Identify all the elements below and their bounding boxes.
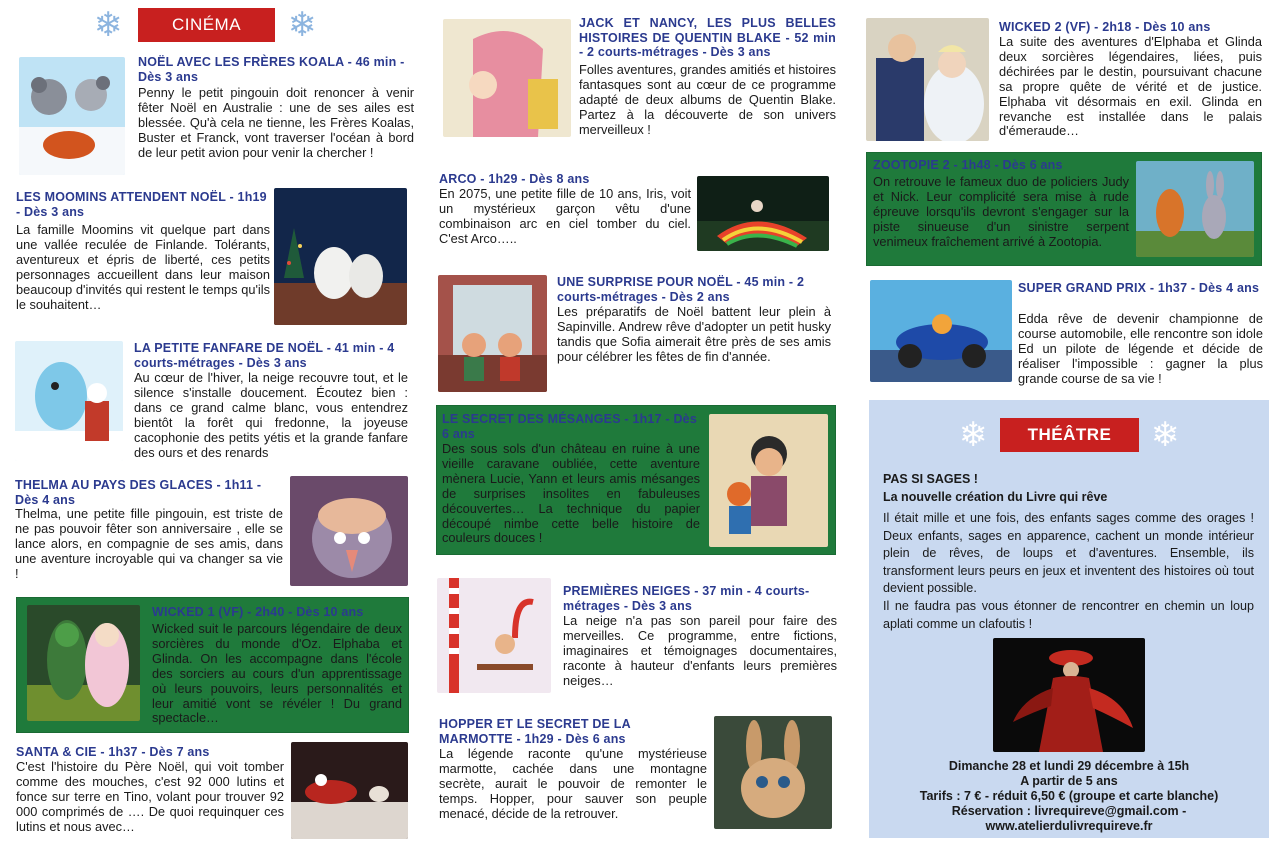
film-description: Folles aventures, grandes amitiés et histoires fantasques sont au cœur de ce programme adapté de deux albums de Quentin Blake. Partez à la découverte de son univers merveilleux ! — [579, 62, 836, 137]
film-description: Les préparatifs de Noël battent leur plein à Sapinville. Andrew rêve d'adopter un petit husky tandis que Sofia aimerait être près de ses amis pour célébrer les fêtes de fin d'année. — [557, 304, 831, 364]
snowflake-icon: ❄ — [287, 5, 317, 45]
film-title: HOPPER ET LE SECRET DE LA MARMOTTE - 1h29 - Dès 6 ans — [439, 717, 631, 746]
fanfare-film-poster — [15, 341, 123, 461]
film-description: Des sous sols d'un château en ruine à une vieille caravane oubliée, cette aventure mènera Lucie, Yann et leurs amis mésanges de surprises insolites en fabuleuses découvertes… La technique du papier découpé nimbe cette belle histoire de couleurs douces ! — [442, 441, 700, 546]
film-title: SANTA & CIE - 1h37 - Dès 7 ans — [16, 745, 210, 759]
film-description: La légende raconte qu'une mystérieuse marmotte, cachée dans une montagne secrète, aurait le pouvoir de remonter le temps. Hopper, pour sauver son peuple menacé, décide de la retrouver. — [439, 746, 707, 821]
cinema-header: CINÉMA — [138, 8, 275, 42]
theatre-dates: Dimanche 28 et lundi 29 décembre à 15h — [948, 759, 1190, 773]
santa-film-poster — [291, 742, 408, 839]
film-title: NOËL AVEC LES FRÈRES KOALA - 46 min - Dès 3 ans — [138, 55, 405, 84]
mesanges-film-poster — [709, 414, 828, 547]
wicked1-film-poster — [27, 605, 140, 721]
film-description: Penny le petit pingouin doit renoncer à venir fêter Noël en Australie : une de ses ailes est blessée. Qu'à cela ne tienne, les Frères Koalas, Buster et Franck, vont traverser l'océan à bord de leur petit avion pour venir la chercher ! — [138, 85, 414, 160]
film-description: Au cœur de l'hiver, la neige recouvre tout, et le silence s'installe doucement. Écoutez bien : dans ce grand calme blanc, vous entendrez bientôt la forêt qui fredonne, la joyeuse cacophonie des petits yétis et la grande fanfare des ours et des renards — [134, 370, 408, 460]
prix-film-poster — [870, 280, 1012, 382]
snowflake-icon: ❄ — [1150, 415, 1180, 455]
film-title: WICKED 2 (VF) - 2h18 - Dès 10 ans — [999, 20, 1211, 34]
koala-film-poster — [19, 57, 125, 175]
theatre-age: A partir de 5 ans — [1020, 774, 1118, 788]
film-title: LE SECRET DES MÉSANGES - 1h17 - Dès 6 ans — [442, 412, 697, 441]
film-title: LA PETITE FANFARE DE NOËL - 41 min - 4 courts-métrages - Dès 3 ans — [134, 341, 395, 370]
film-description: La suite des aventures d'Elphaba et Glinda deux sorcières légendaires, liées, puis déchirées par le destin, poursuivant chacune sa propre quête de vérité et de justice. Elphaba vit désormais en exil. Glinda en revanche est installée dans le palais d'émeraude… — [999, 34, 1262, 139]
snowflake-icon: ❄ — [93, 5, 123, 45]
film-title: ZOOTOPIE 2 - 1h48 - Dès 6 ans — [873, 158, 1063, 172]
surprise-film-poster — [438, 275, 547, 392]
neiges-film-poster — [437, 578, 551, 693]
theatre-description-2: Il ne faudra pas vous étonner de rencontrer en chemin un loup aplati comme un clafoutis ! — [883, 599, 1254, 631]
film-title: LES MOOMINS ATTENDENT NOËL - 1h19 - Dès 3 ans — [16, 190, 267, 219]
theatre-tarifs: Tarifs : 7 € - réduit 6,50 € (groupe et carte blanche) — [919, 789, 1219, 803]
film-title: WICKED 1 (VF) - 2h40 - Dès 10 ans — [152, 605, 364, 619]
hopper-film-poster — [714, 716, 832, 829]
film-title: SUPER GRAND PRIX - 1h37 - Dès 4 ans — [1018, 281, 1260, 295]
thelma-film-poster — [290, 476, 408, 586]
theatre-show-title: PAS SI SAGES ! — [883, 472, 978, 486]
film-description: La famille Moomins vit quelque part dans une vallée reculée de Finlande. Tolérants, aventureux et épris de liberté, ces petits personnages accueillent dans leur maison beaucoup d'invités qui restent le temps qu'ils le souhaitent… — [16, 222, 270, 312]
film-description: On retrouve le fameux duo de policiers Judy et Nick. Leur complicité sera mise à rude épreuve lorsqu'ils devront s'engager sur la piste sinueuse d'un sinistre serpent venimeux fraîchement arrivé à Zootopia. — [873, 174, 1129, 249]
film-title: THELMA AU PAYS DES GLACES - 1h11 - Dès 4 ans — [15, 478, 262, 507]
film-description: La neige n'a pas son pareil pour faire des merveilles. Ce programme, entre fictions, imaginaires et témoignages documentaires, raconte à hauteur d'enfants leurs premières neiges… — [563, 613, 837, 688]
film-title: ARCO - 1h29 - Dès 8 ans — [439, 172, 590, 186]
moomins-film-poster — [274, 188, 407, 325]
theatre-website-link[interactable]: www.atelierdulivrequireve.fr — [985, 819, 1153, 833]
zootopie-film-poster — [1136, 161, 1254, 257]
film-description: Edda rêve de devenir championne de course automobile, elle rencontre son idole Ed un pilote de légende et décide de réaliser l'impossible : gagner la plus grande course de sa vie ! — [1018, 311, 1263, 386]
theatre-photo — [993, 638, 1145, 752]
theatre-subtitle: La nouvelle création du Livre qui rêve — [883, 490, 1108, 504]
film-description: C'est l'histoire du Père Noël, qui voit tomber comme des mouches, c'est 92 000 lutins et fonce sur terre en Tino, volant pour trouver 92 000 comprimés de …. De quoi requinquer ces lutins et nous avec… — [16, 759, 284, 834]
film-description: Thelma, une petite fille pingouin, est triste de ne pas pouvoir fêter son anniversaire , elle se lance alors, en compagnie de ses amis, dans une aventure incroyable qui va changer sa vie ! — [15, 506, 283, 581]
snowflake-icon: ❄ — [958, 415, 988, 455]
film-description: Wicked suit le parcours légendaire de deux sorcières du monde d'Oz. Elphaba et Glinda. On les accompagne dans l'école des sorciers au cours d'un apprentissage où leurs pouvoirs, leurs personnalités et leur amitié vont se révéler ! Du grand spectacle… — [152, 621, 402, 726]
film-title: UNE SURPRISE POUR NOËL - 45 min - 2 courts-métrages - Dès 2 ans — [557, 275, 805, 304]
theatre-header: THÉÂTRE — [1000, 418, 1139, 452]
theatre-reservation[interactable]: Réservation : livrequireve@gmail.com - — [951, 804, 1187, 818]
film-title: JACK ET NANCY, LES PLUS BELLES HISTOIRES DE QUENTIN BLAKE - 52 min - 2 courts-métrages - Dès 3 ans — [579, 16, 836, 59]
film-description: En 2075, une petite fille de 10 ans, Iris, voit un mystérieux garçon vêtu d'une combinaison arc en ciel tomber du ciel. C'est Arco….. — [439, 186, 691, 246]
theatre-description: Il était mille et une fois, des enfants sages comme des orages ! Deux enfants, sages en apparence, cachent un monde intérieur plein de rêves, de loups et d'aventures. Ensemble, ils transforment leurs peurs en jeux et inventent des histoires où tout devient possible. — [883, 511, 1254, 596]
wicked2-film-poster — [866, 18, 989, 141]
arco-film-poster — [697, 176, 829, 251]
film-title: PREMIÈRES NEIGES - 37 min - 4 courts-métrages - Dès 3 ans — [563, 584, 810, 613]
jack-film-poster — [443, 19, 571, 137]
